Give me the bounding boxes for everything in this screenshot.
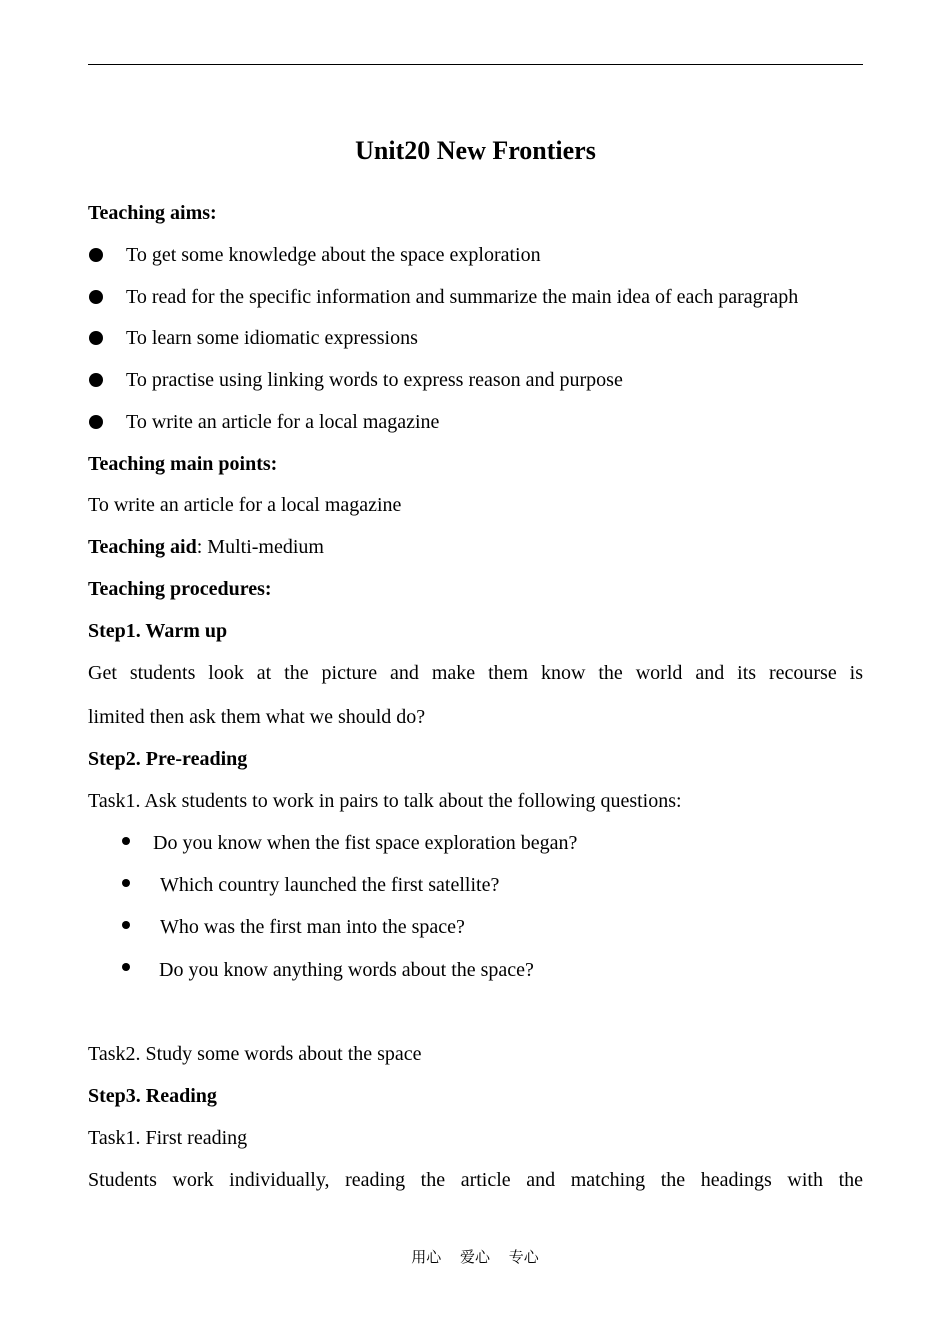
page-footer: 用心 爱心 专心 <box>411 1248 539 1266</box>
step1-text: limited then ask them what we should do? <box>88 706 426 728</box>
question-item: Do you know anything words about the space? <box>159 959 534 981</box>
step3-heading: Step3. Reading <box>88 1085 217 1107</box>
main-points-heading: Teaching main points: <box>88 453 278 475</box>
step3-text: Students work individually, reading the article and matching the headings with the <box>88 1169 863 1191</box>
teaching-aid-line <box>88 535 863 559</box>
bullet-dot <box>89 331 103 345</box>
teaching-aid-label: Teaching aid <box>88 536 197 558</box>
bullet-dot <box>89 248 103 262</box>
step2-task2: Task2. Study some words about the space <box>88 1043 422 1065</box>
small-bullet <box>122 837 130 845</box>
bullet-dot <box>89 415 103 429</box>
bullet-dot <box>89 373 103 387</box>
document-title: Unit20 New Frontiers <box>355 136 596 165</box>
procedures-heading: Teaching procedures: <box>88 578 272 600</box>
main-points-text: To write an article for a local magazine <box>88 494 402 516</box>
small-bullet <box>122 963 130 971</box>
question-item: Which country launched the first satellite? <box>160 874 500 896</box>
step1-heading: Step1. Warm up <box>88 620 228 642</box>
question-item: Who was the first man into the space? <box>160 916 465 938</box>
small-bullet <box>122 879 130 887</box>
aim-item: To read for the specific information and summarize the main idea of each paragraph <box>126 286 799 308</box>
aim-item: To write an article for a local magazine <box>126 411 440 433</box>
step2-heading: Step2. Pre-reading <box>88 748 248 770</box>
small-bullet <box>122 921 130 929</box>
teaching-aims-heading: Teaching aims: <box>88 202 217 224</box>
teaching-aid-value: : Multi-medium <box>196 536 324 558</box>
aim-item: To learn some idiomatic expressions <box>126 327 418 349</box>
question-item: Do you know when the fist space exploration began? <box>153 832 578 854</box>
step1-text: Get students look at the picture and make them know the world and its recourse is <box>88 662 863 684</box>
bullet-dot <box>89 290 103 304</box>
aim-item: To get some knowledge about the space exploration <box>126 244 541 266</box>
step3-task1: Task1. First reading <box>88 1127 248 1149</box>
aim-item: To practise using linking words to express reason and purpose <box>126 369 623 391</box>
step2-task1: Task1. Ask students to work in pairs to talk about the following questions: <box>88 790 682 812</box>
header-rule <box>88 64 863 65</box>
